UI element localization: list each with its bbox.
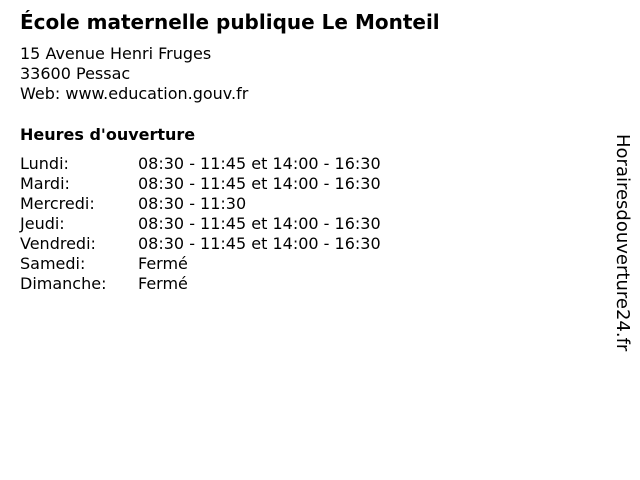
hours-row-sunday [20,274,381,294]
school-info-card [20,8,600,294]
hours-row-monday [20,154,381,174]
day-label: Mardi: [20,174,70,193]
day-hours: 08:30 - 11:45 et 14:00 - 16:30 [138,234,381,253]
day-label: Vendredi: [20,234,96,253]
school-name: École maternelle publique Le Monteil [20,10,440,34]
day-label: Lundi: [20,154,69,173]
day-hours: 08:30 - 11:45 et 14:00 - 16:30 [138,174,381,193]
day-label: Jeudi: [20,214,65,233]
day-label: Samedi: [20,254,86,273]
address-city: 33600 Pessac [20,64,131,83]
hours-row-tuesday [20,174,381,194]
day-label: Mercredi: [20,194,95,213]
opening-hours-heading: Heures d'ouverture [20,125,196,144]
day-hours: Fermé [138,274,188,293]
hours-row-thursday [20,214,381,234]
day-hours: 08:30 - 11:45 et 14:00 - 16:30 [138,214,381,233]
site-watermark: Horairesdouverture24.fr [612,134,633,352]
website-link[interactable]: Web: www.education.gouv.fr [20,84,249,103]
address-street: 15 Avenue Henri Fruges [20,44,212,63]
day-hours: 08:30 - 11:30 [138,194,247,213]
day-hours: Fermé [138,254,188,273]
address-block [20,44,600,104]
hours-row-friday [20,234,381,254]
day-label: Dimanche: [20,274,107,293]
hours-row-saturday [20,254,381,274]
opening-hours-table [20,154,381,294]
hours-row-wednesday [20,194,381,214]
day-hours: 08:30 - 11:45 et 14:00 - 16:30 [138,154,381,173]
